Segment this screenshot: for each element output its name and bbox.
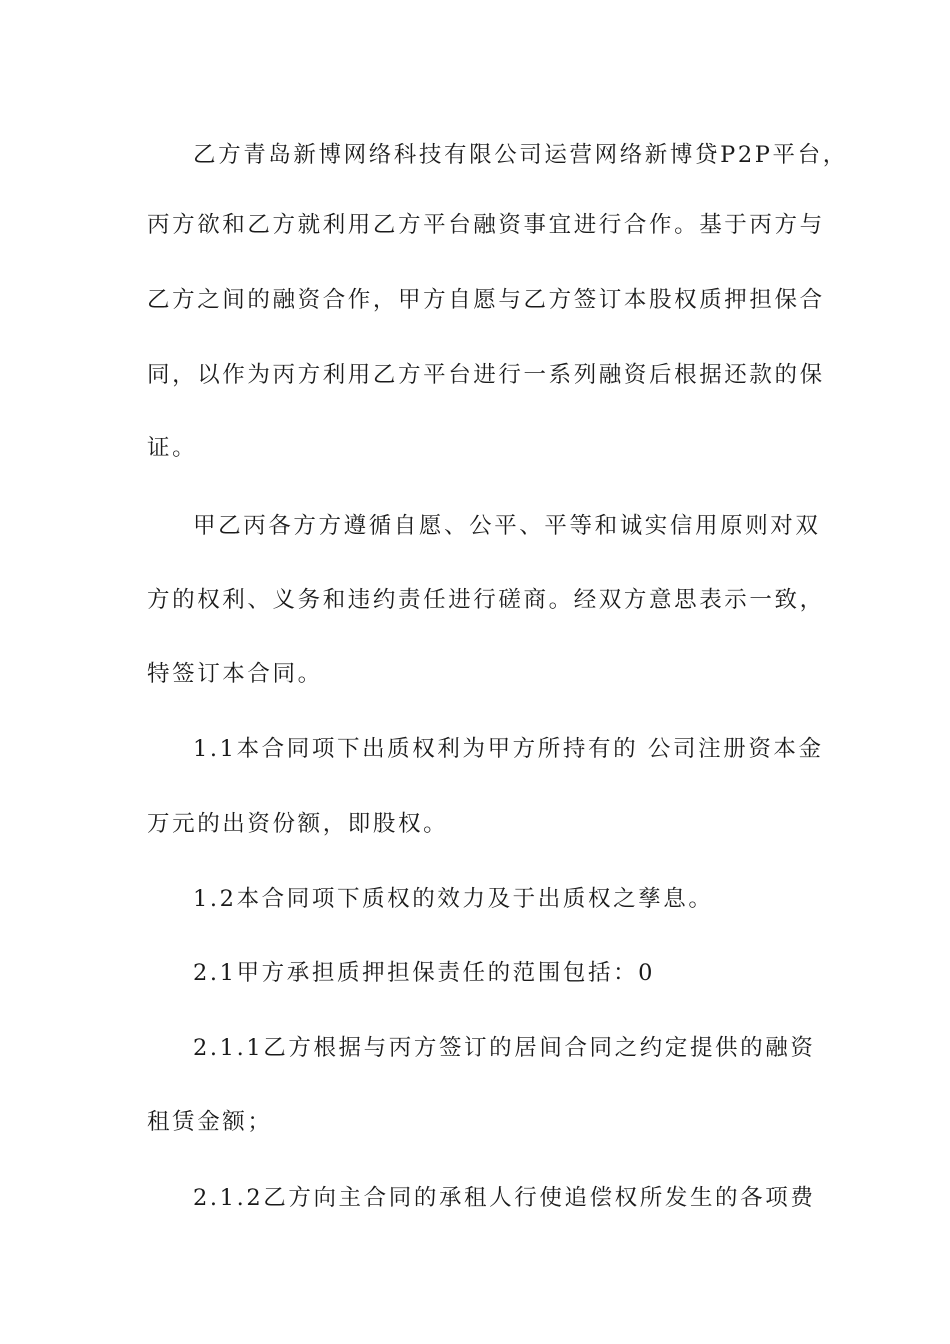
paragraph-2-line-3: 特签订本合同。 (147, 661, 323, 687)
paragraph-2-line-2: 方的权利、义务和违约责任进行磋商。经双方意思表示一致， (147, 587, 825, 613)
clause-2-1-2-line-1: 2.1.2乙方向主合同的承租人行使追偿权所发生的各项费 (193, 1185, 816, 1211)
clause-1-1-line-1: 1.1本合同项下出质权利为甲方所持有的 公司注册资本金 (193, 736, 824, 762)
paragraph-2-line-1: 甲乙丙各方方遵循自愿、公平、平等和诚实信用原则对双 (193, 513, 821, 539)
clause-1-2-line-1: 1.2本合同项下质权的效力及于出质权之孳息。 (193, 886, 714, 912)
paragraph-1-line-5: 证。 (147, 435, 198, 461)
clause-2-1-1-line-1: 2.1.1乙方根据与丙方签订的居间合同之约定提供的融资 (193, 1035, 816, 1061)
paragraph-1-line-3: 乙方之间的融资合作，甲方自愿与乙方签订本股权质押担保合 (147, 287, 825, 313)
clause-1-1-line-2: 万元的出资份额，即股权。 (147, 811, 449, 837)
paragraph-1-line-2: 丙方欲和乙方就利用乙方平台融资事宜进行合作。基于丙方与 (147, 212, 825, 238)
clause-2-1-1-line-2: 租赁金额； (147, 1109, 273, 1135)
clause-2-1-line-1: 2.1甲方承担质押担保责任的范围包括：0 (193, 960, 656, 986)
paragraph-1-line-1: 乙方青岛新博网络科技有限公司运营网络新博贷P2P平台， (193, 142, 848, 168)
paragraph-1-line-4: 同，以作为丙方利用乙方平台进行一系列融资后根据还款的保 (147, 362, 825, 388)
